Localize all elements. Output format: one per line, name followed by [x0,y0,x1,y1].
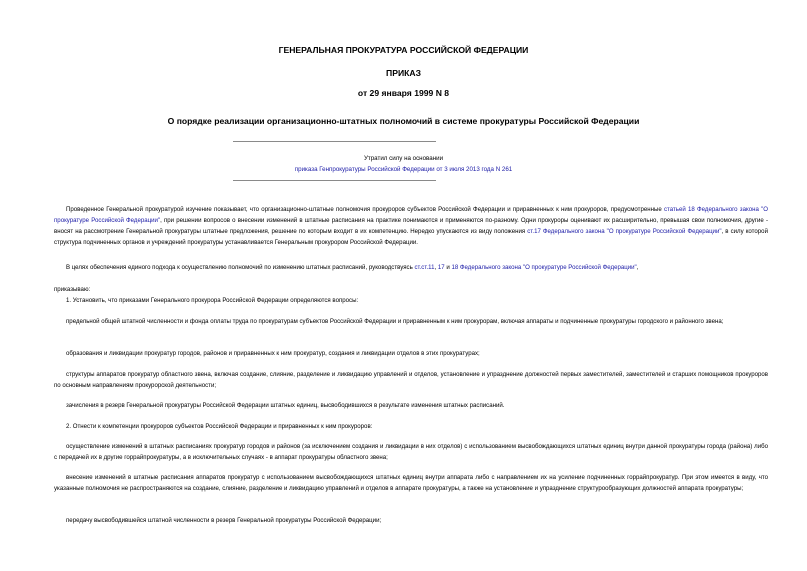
status-note: Утратил силу на основании [363,155,444,162]
item-2-heading: 2. Отнести к компетенции прокуроров субъектов Российской Федерации и приравненных к ним прокуроров: [66,423,373,430]
item-1-subitem-b: образования и ликвидации прокуратур городов, районов и приравненных к ним прокуратур, создания и ликвидации отделов в этих прокуратурах; [66,350,480,357]
law-article-18-full-link[interactable]: 18 Федерального закона "О прокуратуре Российской Федерации" [451,264,637,271]
paragraph-basis [54,262,768,273]
item-1-subitem-c: структуры аппаратов прокуратур областного звена, включая создание, слияние, разделение и ликвидацию управлений и отделов, установление и упразднение должностей первых заместителей, заместителей и старших помощников прокуроров по основным направлениям прокурорской деятельности; [54,371,768,389]
item-1-heading: 1. Установить, что приказами Генерального прокурора Российской Федерации определяются вопросы: [66,297,359,304]
paragraph-basis-sep-1: , [434,264,438,271]
status-rule-top [233,141,436,142]
document-type: ПРИКАЗ [386,68,421,78]
paragraph-basis-sep-2: и [444,264,452,271]
status-rule-bottom [233,180,436,181]
document-authority: ГЕНЕРАЛЬНАЯ ПРОКУРАТУРА РОССИЙСКОЙ ФЕДЕРАЦИИ [278,45,529,55]
paragraph-basis-end: , [636,264,639,271]
law-article-18-link[interactable]: статьей 18 Федерального закона "О прокуратуре Российской Федерации" [54,206,768,224]
paragraph-intro [54,204,768,248]
order-word: приказываю: [54,286,91,293]
law-article-17-link[interactable]: ст.17 Федерального закона "О прокуратуре Российской Федерации" [527,228,722,235]
paragraph-intro-text-b: , при решении вопросов о внесении изменений в штатные расписания на практике понимаются и применяются по-разному. Одни прокуроры оценивают их расширительно, превышая свои полномочия, другие - вносят на рассмотрение Генеральной прокуратуры штатные предложения, решение по которым входит в их компетенцию. Нередко упускаются из виду положения [54,217,768,235]
item-1-subitem-a: предельной общей штатной численности и фонда оплаты труда по прокуратурам субъектов Российской Федерации и приравненным к ним прокурорам, включая аппараты и подчиненные прокуратуры городского и районного звена; [66,318,724,325]
paragraph-intro-text-a: Проведенное Генеральной прокуратурой изучение показывает, что организационно-штатные полномочия прокуроров субъектов Российской Федерации и приравненных к ним прокуроров, предусмотренные [66,206,664,213]
item-2-subitem-a: осуществление изменений в штатных расписаниях прокуратур городов и районов (за исключением создания и ликвидации в них отделов) с использованием высвобождающихся штатных единиц внутри данной прокуратуры города (района) либо с передачей их в другие горрайпрокуратуры, а в исключительных случаях - в аппарат прокуратуры областного звена; [54,443,768,461]
law-article-11-link[interactable]: ст.ст.11 [414,264,435,271]
item-1-subitem-d: зачисления в резерв Генеральной прокуратуры Российской Федерации штатных единиц, высвободившихся в результате изменения штатных расписаний. [66,402,505,409]
document-subject: О порядке реализации организационно-штатных полномочий в системе прокуратуры Российской Федерации [167,116,640,126]
status-link-line [0,166,807,173]
item-2-subitem-c: передачу высвободившейся штатной численности в резерв Генеральной прокуратуры Российской Федерации; [66,517,382,524]
paragraph-basis-text: В целях обеспечения единого подхода к осуществлению полномочий по изменению штатных расписаний, руководствуясь [66,264,415,271]
document-date-number: от 29 января 1999 N 8 [357,88,450,98]
repeal-order-link[interactable]: приказа Генпрокуратуры Российской Федерации от 3 июля 2013 года N 261 [294,166,513,173]
law-article-17-short-link[interactable]: 17 [437,264,445,271]
paragraph-intro-text-c: , в силу которой структура подчиненных органов и учреждений прокуратуры устанавливается Генеральным прокурором Российской Федерации. [54,228,768,246]
item-2-subitem-b: внесение изменений в штатные расписания аппаратов прокуратур с использованием высвобождающихся штатных единиц внутри аппарата либо с направлением их на усиление подчиненных горрайпрокуратур. При этом имеется в виду, что указанные полномочия не распространяются на создание, слияние, разделение и ликвидацию управлений и отделов в аппарате прокуратуры, а также на установление и упразднение структурообразующих должностей аппарата прокуратуры; [54,474,768,492]
